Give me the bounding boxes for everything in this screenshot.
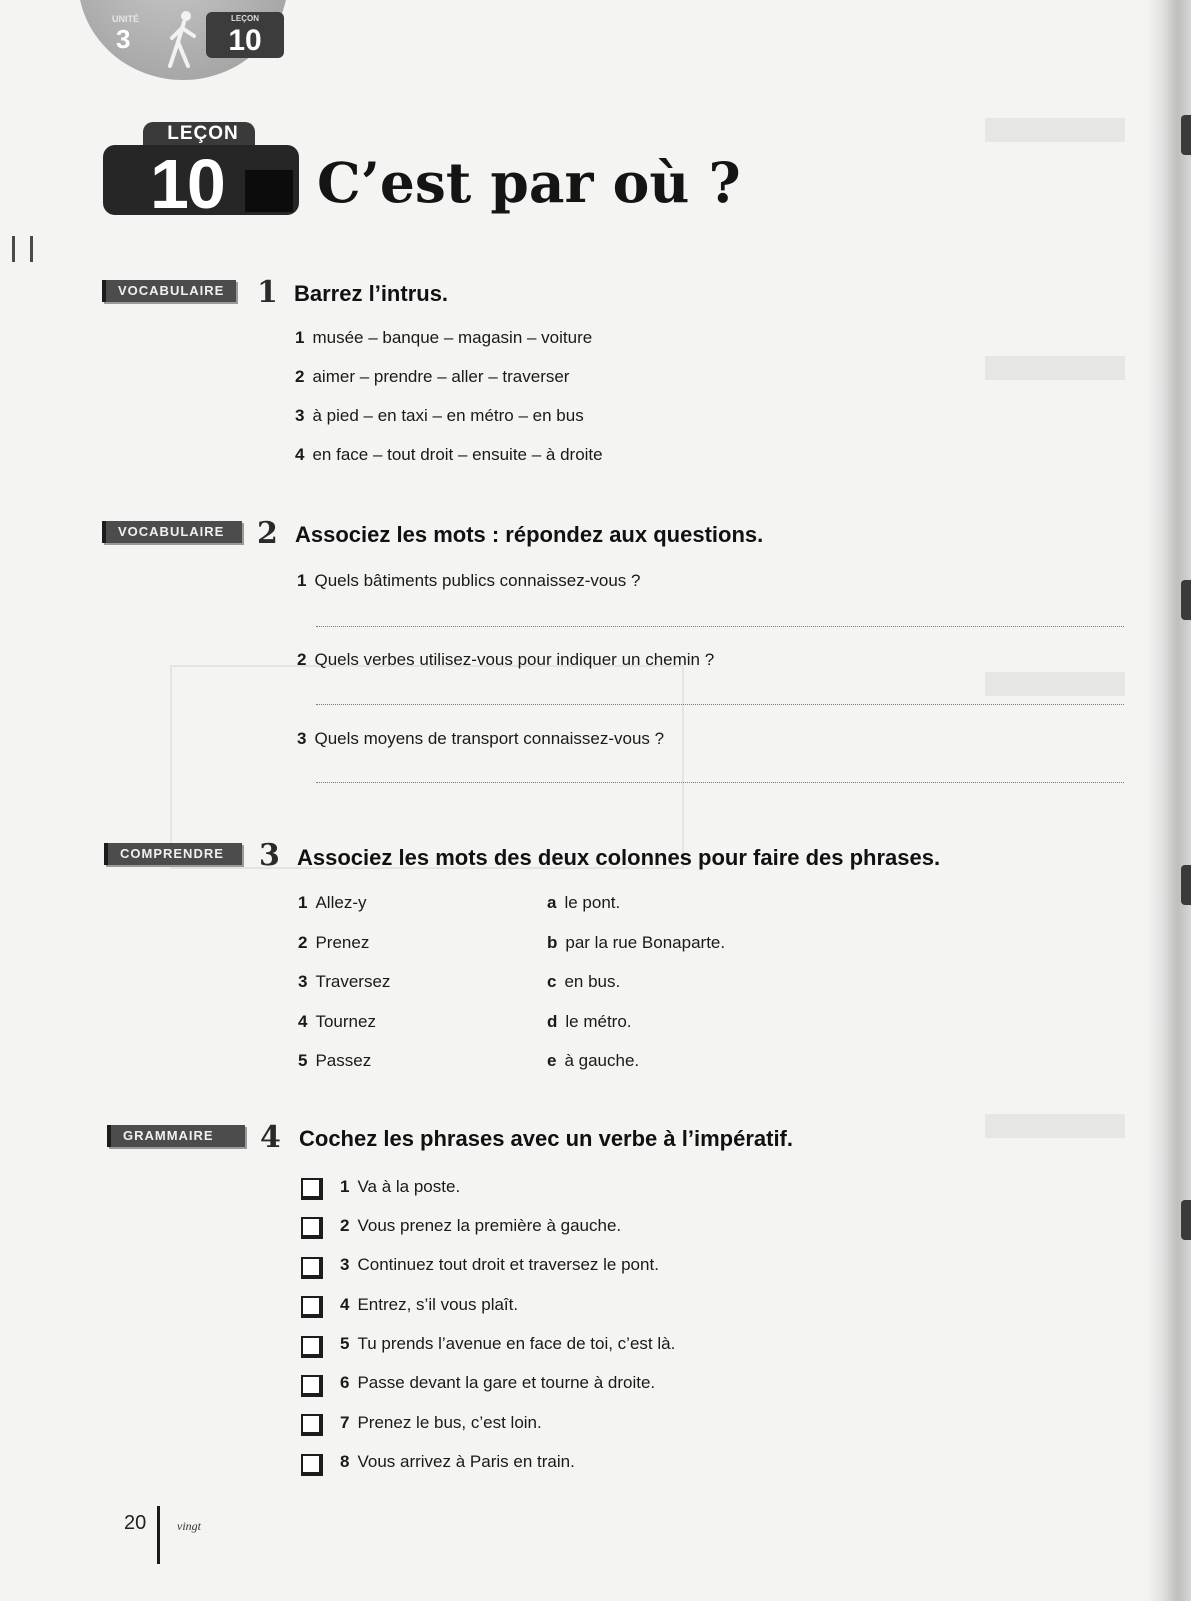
checklist-item: 8 Vous arrivez à Paris en train. bbox=[340, 1452, 575, 1471]
question: 2 Quels verbes utilisez-vous pour indiquer un chemin ? bbox=[297, 650, 715, 669]
section-tag-comprendre: COMPRENDRE bbox=[104, 843, 242, 865]
edge-tab bbox=[1181, 1200, 1191, 1240]
section-tag-vocabulaire: VOCABULAIRE bbox=[102, 280, 236, 302]
exercise-title: Barrez l’intrus. bbox=[294, 281, 449, 306]
answer-line[interactable] bbox=[316, 782, 1124, 783]
ghost-tag bbox=[985, 118, 1125, 142]
section-tag-grammaire: GRAMMAIRE bbox=[107, 1125, 245, 1147]
ghost-illustration bbox=[170, 665, 684, 873]
checklist-item: 4 Entrez, s’il vous plaît. bbox=[340, 1295, 519, 1314]
left-column-item: 5 Passez bbox=[298, 1051, 372, 1070]
answer-line[interactable] bbox=[316, 626, 1124, 627]
page-gutter-shadow bbox=[1147, 0, 1191, 1601]
checkbox[interactable] bbox=[301, 1375, 323, 1397]
question: 3 Quels moyens de transport connaissez-vous ? bbox=[297, 729, 665, 748]
ghost-tag bbox=[985, 356, 1125, 380]
left-column-item: 4 Tournez bbox=[298, 1012, 376, 1031]
lesson-badge-label: LEÇON bbox=[167, 123, 239, 144]
exercise-title: Cochez les phrases avec un verbe à l’impératif. bbox=[299, 1126, 793, 1151]
answer-line[interactable] bbox=[316, 704, 1124, 705]
list-item: 3 à pied – en taxi – en métro – en bus bbox=[295, 406, 584, 425]
exercise-number: 1 bbox=[257, 275, 278, 310]
folio-divider bbox=[157, 1506, 160, 1564]
checkbox[interactable] bbox=[301, 1454, 323, 1476]
checklist-item: 5 Tu prends l’avenue en face de toi, c’est là. bbox=[340, 1334, 676, 1353]
ghost-tag bbox=[985, 672, 1125, 696]
checkbox[interactable] bbox=[301, 1257, 323, 1279]
right-column-item: a le pont. bbox=[547, 893, 621, 912]
section-tag-vocabulaire: VOCABULAIRE bbox=[102, 521, 242, 543]
lesson-chip bbox=[206, 12, 284, 58]
lesson-chip-label: LEÇON bbox=[231, 14, 259, 23]
lesson-chip-number: 10 bbox=[228, 24, 262, 57]
edge-tab bbox=[1181, 580, 1191, 620]
lesson-badge-notch bbox=[245, 170, 293, 212]
checkbox[interactable] bbox=[301, 1336, 323, 1358]
exercise-number: 3 bbox=[259, 838, 280, 873]
lesson-badge-number: 10 bbox=[150, 145, 224, 223]
checkbox[interactable] bbox=[301, 1178, 323, 1200]
left-column-item: 1 Allez-y bbox=[298, 893, 367, 912]
right-column-item: e à gauche. bbox=[547, 1051, 640, 1070]
exercise-number: 2 bbox=[257, 516, 278, 551]
margin-mark bbox=[30, 236, 33, 262]
exercise-title: Associez les mots des deux colonnes pour faire des phrases. bbox=[297, 845, 941, 870]
list-item: 4 en face – tout droit – ensuite – à droite bbox=[295, 445, 603, 464]
page-number: 20 bbox=[124, 1512, 147, 1534]
unit-label: UNITÉ bbox=[112, 14, 139, 24]
right-column-item: b par la rue Bonaparte. bbox=[547, 933, 726, 952]
ghost-tag bbox=[985, 1114, 1125, 1138]
pedestrian-icon bbox=[160, 8, 206, 70]
checklist-item: 7 Prenez le bus, c’est loin. bbox=[340, 1413, 542, 1432]
question: 1 Quels bâtiments publics connaissez-vous ? bbox=[297, 571, 641, 590]
list-item: 2 aimer – prendre – aller – traverser bbox=[295, 367, 570, 386]
exercise-number: 4 bbox=[260, 1120, 281, 1155]
checkbox[interactable] bbox=[301, 1296, 323, 1318]
page-title: C’est par où ? bbox=[317, 150, 741, 215]
list-item: 1 musée – banque – magasin – voiture bbox=[295, 328, 593, 347]
checkbox[interactable] bbox=[301, 1217, 323, 1239]
right-column-item: c en bus. bbox=[547, 972, 621, 991]
checklist-item: 3 Continuez tout droit et traversez le pont. bbox=[340, 1255, 659, 1274]
page-number-word: vingt bbox=[177, 1519, 201, 1533]
checklist-item: 2 Vous prenez la première à gauche. bbox=[340, 1216, 622, 1235]
checklist-item: 1 Va à la poste. bbox=[340, 1177, 461, 1196]
margin-mark bbox=[12, 236, 15, 262]
checklist-item: 6 Passe devant la gare et tourne à droite. bbox=[340, 1373, 656, 1392]
left-column-item: 2 Prenez bbox=[298, 933, 370, 952]
exercise-title: Associez les mots : répondez aux questions. bbox=[295, 522, 764, 547]
checkbox[interactable] bbox=[301, 1414, 323, 1436]
edge-tab bbox=[1181, 865, 1191, 905]
edge-tab bbox=[1181, 115, 1191, 155]
unit-number: 3 bbox=[116, 24, 131, 54]
right-column-item: d le métro. bbox=[547, 1012, 632, 1031]
left-column-item: 3 Traversez bbox=[298, 972, 391, 991]
